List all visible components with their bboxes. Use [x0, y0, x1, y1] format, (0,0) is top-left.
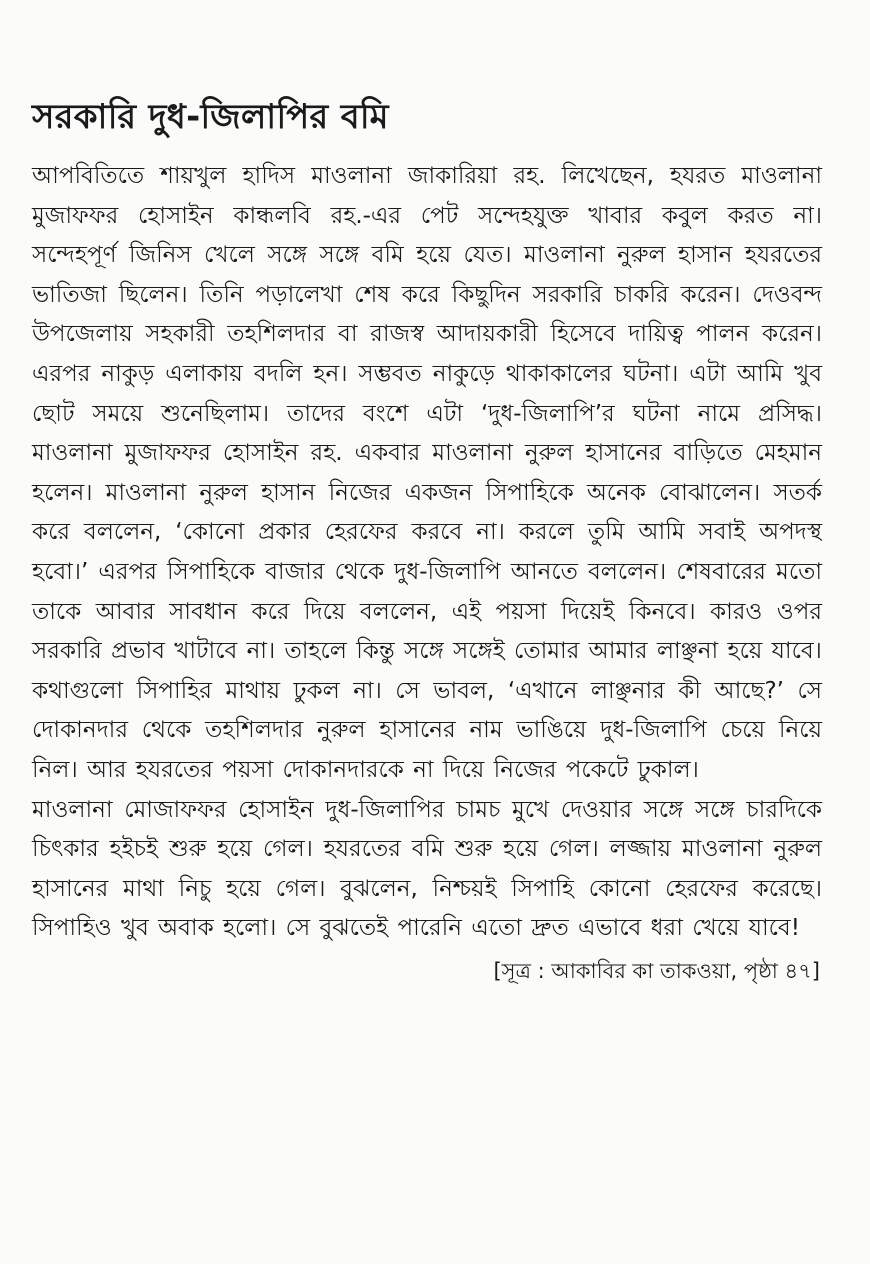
paragraph-3: মাওলানা মোজাফফর হোসাইন দুধ-জিলাপির চামচ মুখে দেওয়ার সঙ্গে সঙ্গে চারদিকে চিৎকার হইচই শুরু হয়ে গেল। হযরতের বমি শুরু হয়ে গেল। লজ্জায় মাওলানা নুরুল হাসানের মাথা নিচু হয়ে গেল। বুঝলেন, নিশ্চয়ই সিপাহি কোনো হেরফের করেছে। সিপাহিও খুব অবাক হলো। সে বুঝতেই পারেনি এতো দ্রুত এভাবে ধরা খেয়ে যাবে!: [32, 796, 822, 942]
source-citation: [সূত্র : আকাবির কা তাকওয়া, পৃষ্ঠা ৪৭]: [493, 958, 820, 983]
paragraph-1: আপবিতিতে শায়খুল হাদিস মাওলানা জাকারিয়া রহ. লিখেছেন, হযরত মাওলানা মুজাফফর হোসাইন কান্ধলবি রহ.-এর পেট সন্দেহযুক্ত খাবার কবুল করত না। সন্দেহপূর্ণ জিনিস খেলে সঙ্গে সঙ্গে বমি হয়ে যেত। মাওলানা নুরুল হাসান হযরতের ভাতিজা ছিলেন। তিনি পড়ালেখা শেষ করে কিছুদিন সরকারি চাকরি করেন। দেওবন্দ উপজেলায় সহকারী তহশিলদার বা রাজস্ব আদায়কারী হিসেবে দায়িত্ব পালন করেন। এরপর নাকুড় এলাকায় বদলি হন। সম্ভবত নাকুড়ে থাকাকালের ঘটনা। এটা আমি খুব ছোট সময়ে শুনেছিলাম। তাদের বংশে এটা ‘দুধ-জিলাপি’র ঘটনা নামে প্রসিদ্ধ। মাওলানা মুজাফফর হোসাইন রহ. একবার মাওলানা নুরুল হাসানের বাড়িতে মেহমান হলেন। মাওলানা নুরুল হাসান নিজের একজন সিপাহিকে অনেক বোঝালেন। সতর্ক করে বললেন, ‘কোনো প্রকার হেরফের করবে না। করলে তুমি আমি সবাই অপদস্থ হবো।’ এরপর সিপাহিকে বাজার থেকে দুধ-জিলাপি আনতে বললেন। শেষবারের মতো তাকে আবার সাবধান করে দিয়ে বললেন, এই পয়সা দিয়েই কিনবে। কারও ওপর সরকারি প্রভাব খাটাবে না। তাহলে কিন্তু সঙ্গে সঙ্গেই তোমার আমার লাঞ্ছনা হয়ে যাবে।: [32, 163, 822, 665]
paragraph-2: কথাগুলো সিপাহির মাথায় ঢুকল না। সে ভাবল, ‘এখানে লাঞ্ছনার কী আছে?’ সে দোকানদার থেকে তহশিলদার নুরুল হাসানের নাম ভাঙিয়ে দুধ-জিলাপি চেয়ে নিয়ে নিল। আর হযরতের পয়সা দোকানদারকে না দিয়ে নিজের পকেটে ঢুকাল।: [32, 677, 822, 783]
page-title: সরকারি দুধ-জিলাপির বমি: [32, 97, 389, 137]
document-page: [32, 95, 822, 989]
